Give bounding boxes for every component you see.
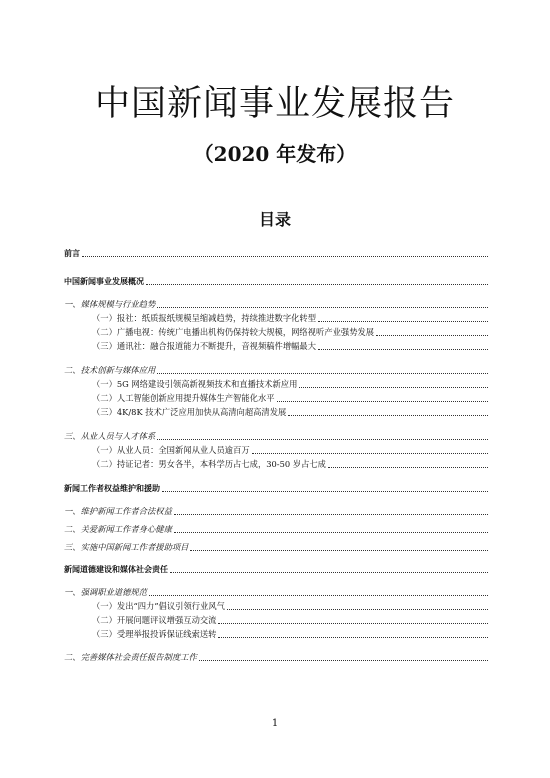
toc-entry[interactable]: [64, 504, 488, 517]
toc-entry-text: （二）开展问题评议增强互动交流: [92, 615, 217, 625]
toc-entry-text: 三、实施中国新闻工作者援助项目: [64, 542, 189, 552]
toc-dot-leader: [277, 401, 488, 402]
toc-entry[interactable]: [64, 363, 488, 376]
toc-entry[interactable]: [64, 481, 488, 494]
toc-entry-text: （三）受理举报投诉保证线索送转: [92, 629, 217, 639]
toc-entry-text: 二、技术创新与媒体应用: [64, 365, 156, 375]
toc-dot-leader: [318, 349, 488, 350]
toc-entry[interactable]: [92, 443, 488, 456]
toc-dot-leader: [174, 514, 488, 515]
toc-dot-leader: [157, 373, 488, 374]
toc-entry-text: 新闻道德建设和媒体社会责任: [64, 565, 168, 574]
toc-dot-leader: [218, 637, 488, 638]
toc-entry[interactable]: [64, 246, 488, 259]
toc-entry-text: 二、完善媒体社会责任报告制度工作: [64, 652, 197, 662]
toc-dot-leader: [376, 335, 488, 336]
toc-entry[interactable]: [92, 325, 488, 338]
toc-dot-leader: [170, 572, 488, 573]
toc-entry[interactable]: [92, 391, 488, 404]
toc-entry[interactable]: [92, 627, 488, 640]
toc-entry[interactable]: [64, 429, 488, 442]
toc-entry-text: 中国新闻事业发展概况: [64, 277, 144, 286]
toc-entry-text: （二）人工智能创新应用提升媒体生产智能化水平: [92, 393, 275, 403]
toc-entry[interactable]: [64, 522, 488, 535]
toc-dot-leader: [149, 595, 488, 596]
toc-entry[interactable]: [64, 585, 488, 598]
document-subtitle: （2020 年发布）: [193, 142, 357, 166]
toc-entry[interactable]: [92, 457, 488, 470]
toc-dot-leader: [82, 256, 488, 257]
toc-entry-text: 新闻工作者权益维护和援助: [64, 484, 160, 493]
toc-entry-text: （二）广播电视：传统广电播出机构仍保持较大规模，网络视听产业强势发展: [92, 327, 375, 337]
toc-entry[interactable]: [92, 311, 488, 324]
toc-entry[interactable]: [92, 377, 488, 390]
toc-entry[interactable]: [64, 650, 488, 663]
toc-entry-text: 一、媒体规模与行业趋势: [64, 299, 156, 309]
toc-entry-text: 一、强调职业道德规范: [64, 587, 147, 597]
toc-dot-leader: [328, 467, 488, 468]
toc-entry[interactable]: [92, 599, 488, 612]
toc-entry[interactable]: [64, 297, 488, 310]
toc-entry[interactable]: [64, 274, 488, 287]
toc-dot-leader: [157, 307, 488, 308]
toc-heading: 目录: [258, 210, 291, 229]
toc-entry-text: （一）报社：纸质报纸规模呈缩减趋势，持续推进数字化转型: [92, 313, 317, 323]
toc-dot-leader: [157, 439, 488, 440]
toc-dot-leader: [227, 609, 488, 610]
toc-entry[interactable]: [92, 339, 488, 352]
page-number: 1: [271, 718, 279, 729]
toc-entry[interactable]: [92, 405, 488, 418]
toc-dot-leader: [162, 491, 488, 492]
toc-dot-leader: [252, 453, 488, 454]
toc-entry-text: （一）从业人员：全国新闻从业人员逾百万: [92, 445, 250, 455]
toc-dot-leader: [318, 321, 488, 322]
toc-entry-text: （一）5G 网络建设引领高新视频技术和直播技术新应用: [92, 379, 298, 389]
toc-entry[interactable]: [64, 562, 488, 575]
toc-dot-leader: [299, 387, 488, 388]
toc-dot-leader: [146, 284, 488, 285]
document-title: 中国新闻事业发展报告: [94, 84, 455, 124]
toc-dot-leader: [218, 623, 488, 624]
toc-dot-leader: [174, 532, 488, 533]
toc-entry-text: （二）持证记者：男女各半，本科学历占七成，30-50 岁占七成: [92, 459, 326, 469]
toc-entry-text: （三）通讯社：融合报道能力不断提升，音视频稿件增幅最大: [92, 341, 317, 351]
toc-entry-text: 三、从业人员与人才体系: [64, 431, 156, 441]
toc-dot-leader: [288, 415, 488, 416]
toc-entry[interactable]: [92, 613, 488, 626]
toc-entry-text: （三）4K/8K 技术广泛应用加快从高清向超高清发展: [92, 407, 287, 417]
toc-dot-leader: [190, 550, 488, 551]
toc-entry-text: 二、关爱新闻工作者身心健康: [64, 524, 172, 534]
toc-entry-text: 一、维护新闻工作者合法权益: [64, 506, 172, 516]
toc-entry[interactable]: [64, 540, 488, 553]
toc-entry-text: 前言: [64, 249, 80, 258]
toc-entry-text: （一）发出“四力”倡议引领行业风气: [92, 601, 225, 611]
toc-dot-leader: [199, 660, 488, 661]
